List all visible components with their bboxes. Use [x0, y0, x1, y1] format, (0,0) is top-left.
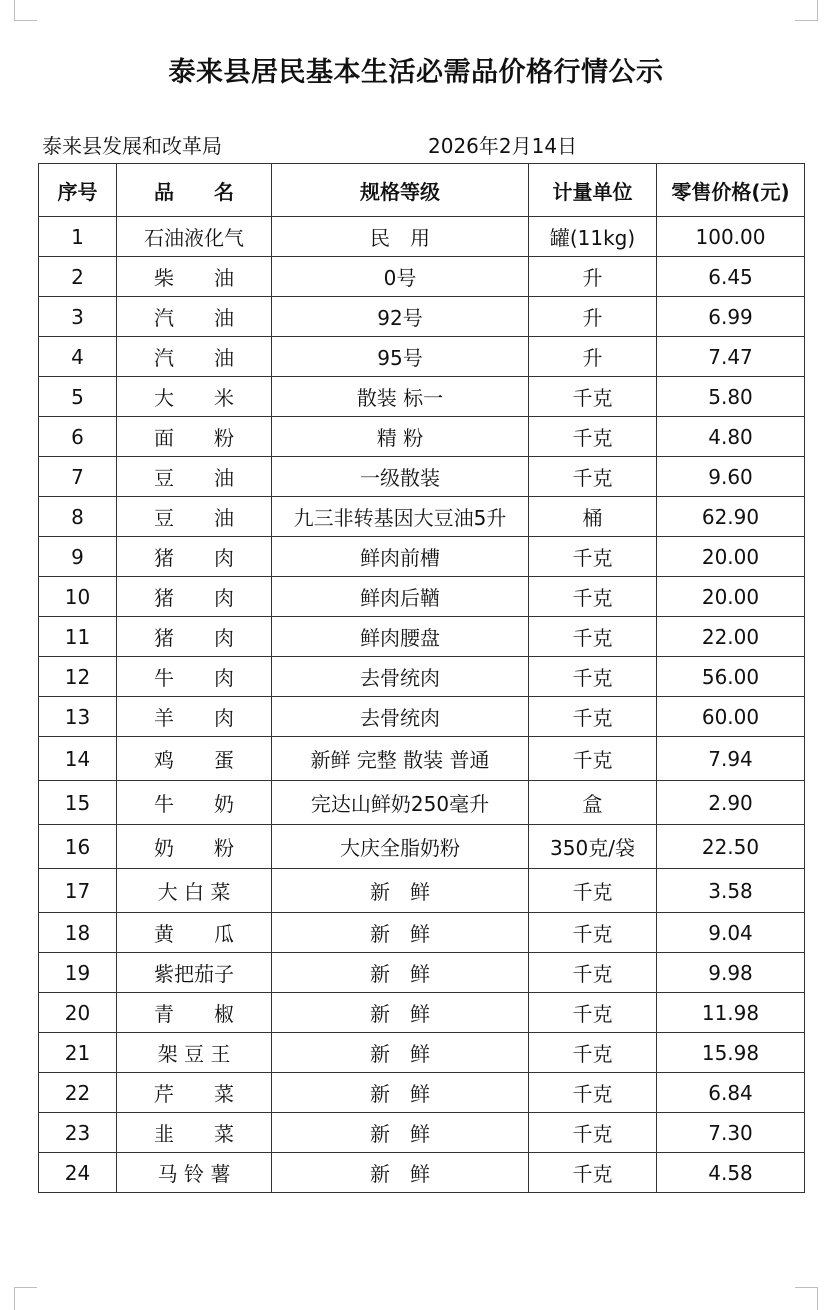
cell-no: 14: [39, 737, 117, 781]
cell-unit: 盒: [529, 781, 657, 825]
cell-name: 柴 油: [117, 257, 272, 297]
header-no: 序号: [39, 164, 117, 217]
table-row: [39, 577, 805, 617]
cell-spec: 鲜肉后鞧: [272, 577, 529, 617]
cell-price: 9.98: [657, 953, 805, 993]
cell-no: 23: [39, 1113, 117, 1153]
cell-spec: 完达山鲜奶250毫升: [272, 781, 529, 825]
cell-spec: 新鲜 完整 散装 普通: [272, 737, 529, 781]
cell-unit: 千克: [529, 457, 657, 497]
cell-no: 8: [39, 497, 117, 537]
table-row: [39, 617, 805, 657]
table-row: [39, 657, 805, 697]
cell-name: 奶 粉: [117, 825, 272, 869]
cell-unit: 千克: [529, 993, 657, 1033]
cell-name: 黄 瓜: [117, 913, 272, 953]
cell-no: 3: [39, 297, 117, 337]
cell-unit: 升: [529, 337, 657, 377]
cell-price: 60.00: [657, 697, 805, 737]
cell-price: 6.45: [657, 257, 805, 297]
cell-no: 9: [39, 537, 117, 577]
table-header-row: [39, 164, 805, 217]
cell-no: 10: [39, 577, 117, 617]
cell-price: 20.00: [657, 577, 805, 617]
cell-spec: 一级散装: [272, 457, 529, 497]
cell-no: 15: [39, 781, 117, 825]
cell-spec: 去骨统肉: [272, 657, 529, 697]
table-row: [39, 1113, 805, 1153]
header-unit: 计量单位: [529, 164, 657, 217]
cell-name: 汽 油: [117, 337, 272, 377]
cell-name: 猪 肉: [117, 537, 272, 577]
cell-name: 猪 肉: [117, 617, 272, 657]
cell-unit: 千克: [529, 1073, 657, 1113]
table-row: [39, 457, 805, 497]
cell-price: 7.47: [657, 337, 805, 377]
table-row: [39, 257, 805, 297]
cell-no: 13: [39, 697, 117, 737]
corner-mark-top-left: [14, 0, 37, 21]
corner-mark-bottom-right: [795, 1287, 818, 1310]
table-row: [39, 737, 805, 781]
cell-name: 芹 菜: [117, 1073, 272, 1113]
cell-spec: 九三非转基因大豆油5升: [272, 497, 529, 537]
cell-unit: 千克: [529, 697, 657, 737]
cell-unit: 千克: [529, 1033, 657, 1073]
cell-unit: 千克: [529, 417, 657, 457]
table-row: [39, 781, 805, 825]
page-title: 泰来县居民基本生活必需品价格行情公示: [168, 57, 664, 88]
cell-spec: 0号: [272, 257, 529, 297]
cell-no: 2: [39, 257, 117, 297]
cell-name: 韭 菜: [117, 1113, 272, 1153]
cell-price: 9.04: [657, 913, 805, 953]
cell-name: 架 豆 王: [117, 1033, 272, 1073]
cell-spec: 精 粉: [272, 417, 529, 457]
cell-no: 11: [39, 617, 117, 657]
table-row: [39, 1073, 805, 1113]
header-spec: 规格等级: [272, 164, 529, 217]
cell-price: 9.60: [657, 457, 805, 497]
cell-no: 4: [39, 337, 117, 377]
cell-unit: 桶: [529, 497, 657, 537]
cell-no: 5: [39, 377, 117, 417]
cell-spec: 新 鲜: [272, 1113, 529, 1153]
cell-price: 6.84: [657, 1073, 805, 1113]
cell-spec: 新 鲜: [272, 993, 529, 1033]
cell-name: 大 米: [117, 377, 272, 417]
cell-price: 5.80: [657, 377, 805, 417]
cell-unit: 千克: [529, 953, 657, 993]
cell-spec: 95号: [272, 337, 529, 377]
header-name: 品 名: [117, 164, 272, 217]
cell-spec: 新 鲜: [272, 953, 529, 993]
cell-unit: 350克/袋: [529, 825, 657, 869]
cell-price: 15.98: [657, 1033, 805, 1073]
header-price: 零售价格(元): [657, 164, 805, 217]
cell-spec: 大庆全脂奶粉: [272, 825, 529, 869]
table-row: [39, 869, 805, 913]
cell-no: 24: [39, 1153, 117, 1193]
table-row: [39, 497, 805, 537]
cell-no: 1: [39, 217, 117, 257]
cell-spec: 民 用: [272, 217, 529, 257]
cell-price: 3.58: [657, 869, 805, 913]
cell-name: 石油液化气: [117, 217, 272, 257]
cell-name: 牛 肉: [117, 657, 272, 697]
cell-price: 4.58: [657, 1153, 805, 1193]
cell-unit: 升: [529, 297, 657, 337]
cell-spec: 新 鲜: [272, 869, 529, 913]
cell-name: 汽 油: [117, 297, 272, 337]
table-row: [39, 297, 805, 337]
table-row: [39, 217, 805, 257]
cell-spec: 鲜肉前槽: [272, 537, 529, 577]
cell-price: 100.00: [657, 217, 805, 257]
cell-no: 19: [39, 953, 117, 993]
cell-name: 豆 油: [117, 457, 272, 497]
table-row: [39, 337, 805, 377]
cell-unit: 千克: [529, 1113, 657, 1153]
cell-unit: 千克: [529, 737, 657, 781]
cell-unit: 升: [529, 257, 657, 297]
cell-price: 4.80: [657, 417, 805, 457]
cell-no: 18: [39, 913, 117, 953]
cell-price: 11.98: [657, 993, 805, 1033]
cell-no: 12: [39, 657, 117, 697]
table-row: [39, 953, 805, 993]
cell-price: 62.90: [657, 497, 805, 537]
cell-name: 牛 奶: [117, 781, 272, 825]
cell-spec: 鲜肉腰盘: [272, 617, 529, 657]
cell-price: 6.99: [657, 297, 805, 337]
table-row: [39, 537, 805, 577]
cell-price: 2.90: [657, 781, 805, 825]
cell-name: 面 粉: [117, 417, 272, 457]
cell-price: 7.30: [657, 1113, 805, 1153]
publish-date: 2026年2月14日: [428, 134, 578, 158]
cell-unit: 千克: [529, 577, 657, 617]
cell-price: 20.00: [657, 537, 805, 577]
corner-mark-top-right: [795, 0, 818, 21]
cell-spec: 散装 标一: [272, 377, 529, 417]
corner-mark-bottom-left: [14, 1287, 37, 1310]
cell-price: 22.50: [657, 825, 805, 869]
cell-name: 猪 肉: [117, 577, 272, 617]
table-row: [39, 825, 805, 869]
table-row: [39, 1153, 805, 1193]
cell-name: 青 椒: [117, 993, 272, 1033]
cell-no: 21: [39, 1033, 117, 1073]
cell-unit: 千克: [529, 537, 657, 577]
cell-unit: 千克: [529, 617, 657, 657]
cell-no: 17: [39, 869, 117, 913]
table-row: [39, 993, 805, 1033]
cell-no: 7: [39, 457, 117, 497]
cell-unit: 千克: [529, 869, 657, 913]
table-row: [39, 1033, 805, 1073]
table-row: [39, 697, 805, 737]
cell-name: 大 白 菜: [117, 869, 272, 913]
cell-unit: 千克: [529, 1153, 657, 1193]
cell-no: 6: [39, 417, 117, 457]
price-table: [38, 163, 805, 1193]
cell-no: 16: [39, 825, 117, 869]
cell-price: 7.94: [657, 737, 805, 781]
cell-spec: 新 鲜: [272, 1153, 529, 1193]
cell-no: 20: [39, 993, 117, 1033]
table-row: [39, 913, 805, 953]
table-row: [39, 417, 805, 457]
cell-price: 56.00: [657, 657, 805, 697]
cell-spec: 去骨统肉: [272, 697, 529, 737]
cell-name: 马 铃 薯: [117, 1153, 272, 1193]
cell-name: 豆 油: [117, 497, 272, 537]
cell-spec: 新 鲜: [272, 913, 529, 953]
cell-unit: 千克: [529, 657, 657, 697]
cell-unit: 千克: [529, 377, 657, 417]
cell-price: 22.00: [657, 617, 805, 657]
cell-spec: 新 鲜: [272, 1033, 529, 1073]
cell-no: 22: [39, 1073, 117, 1113]
cell-name: 鸡 蛋: [117, 737, 272, 781]
cell-spec: 新 鲜: [272, 1073, 529, 1113]
cell-spec: 92号: [272, 297, 529, 337]
cell-unit: 罐(11kg): [529, 217, 657, 257]
table-row: [39, 377, 805, 417]
cell-unit: 千克: [529, 913, 657, 953]
cell-name: 羊 肉: [117, 697, 272, 737]
issuing-org: 泰来县发展和改革局: [42, 134, 222, 158]
cell-name: 紫把茄子: [117, 953, 272, 993]
